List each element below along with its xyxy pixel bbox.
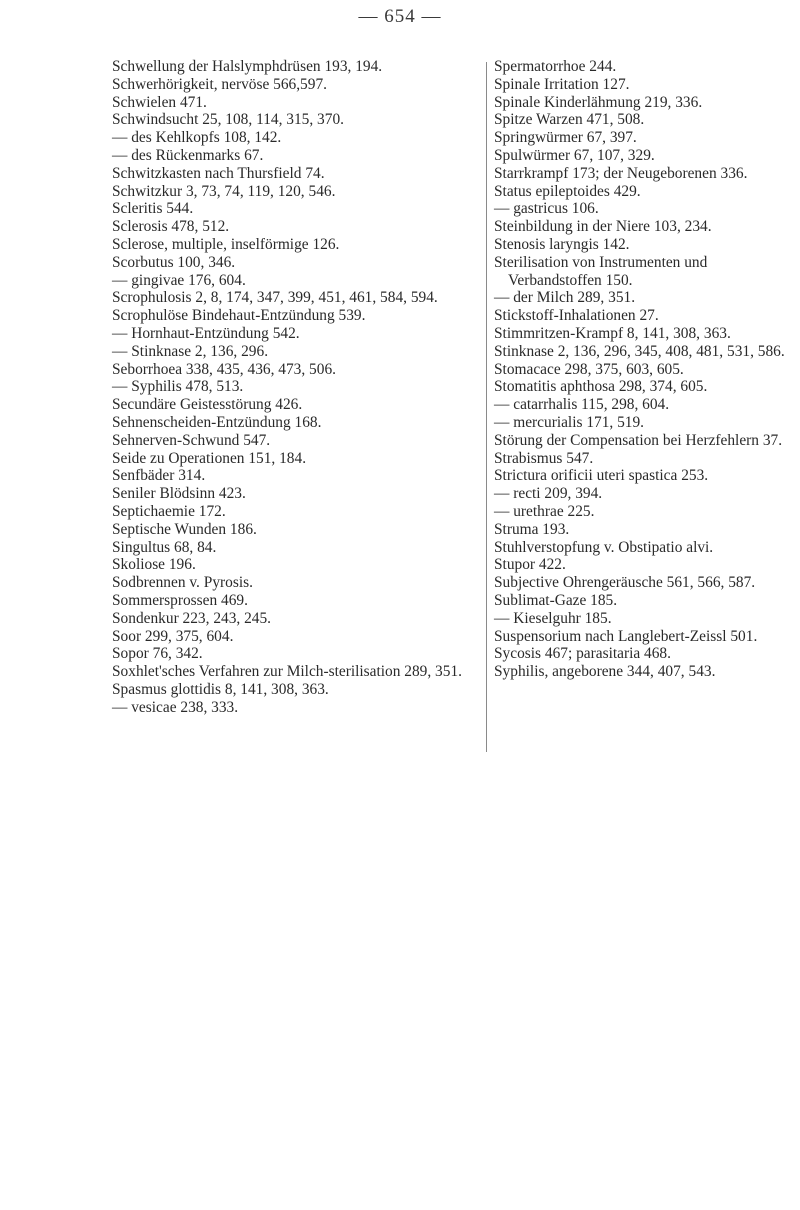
index-entry: — des Rückenmarks 67. xyxy=(112,146,264,164)
index-entry: Spermatorrhoe 244. xyxy=(494,58,617,75)
index-entry: — Kieselguhr 185. xyxy=(494,609,612,627)
index-entry: Stupor 422. xyxy=(494,556,566,574)
index-entry: Stickstoff-Inhalationen 27. xyxy=(494,307,659,325)
column-divider xyxy=(486,62,487,752)
index-entry: — mercurialis 171, 519. xyxy=(494,413,645,431)
index-entry: Sommersprossen 469. xyxy=(112,591,248,609)
index-entry: Schwindsucht 25, 108, 114, 315, 370. xyxy=(112,111,344,129)
index-entry: Scleritis 544. xyxy=(112,200,194,218)
index-entry: Seide zu Operationen 151, 184. xyxy=(112,449,307,467)
index-entry: Schwitzkasten nach Thursfield 74. xyxy=(112,164,325,182)
index-column-right xyxy=(494,58,794,681)
index-entry: Status epileptoides 429. xyxy=(494,182,641,200)
index-entry: Schwitzkur 3, 73, 74, 119, 120, 546. xyxy=(112,182,336,200)
index-entry: — gastricus 106. xyxy=(494,200,599,218)
index-entry: Schwerhörigkeit, nervöse 566,597. xyxy=(112,75,327,93)
index-entry: Starrkrampf 173; der Neugeborenen 336. xyxy=(494,164,748,182)
index-entry: Stomatitis aphthosa 298, 374, 605. xyxy=(494,378,708,396)
index-entry: Sondenkur 223, 243, 245. xyxy=(112,609,272,627)
index-entry: Septische Wunden 186. xyxy=(112,520,257,538)
index-entry: Seborrhoea 338, 435, 436, 473, 506. xyxy=(112,360,336,378)
index-entry: Sterilisation von Instrumenten und Verbandstoffen 150. xyxy=(494,253,708,289)
index-entry: Syphilis, angeborene 344, 407, 543. xyxy=(494,663,716,681)
index-entry: Spitze Warzen 471, 508. xyxy=(494,111,645,129)
index-entry: Scrophulosis 2, 8, 174, 347, 399, 451, 461, 584, 594. xyxy=(112,289,438,307)
index-entry: Struma 193. xyxy=(494,520,570,538)
index-entry: Stenosis laryngis 142. xyxy=(494,235,630,253)
index-entry: Spinale Irritation 127. xyxy=(494,75,630,93)
index-entry: Skoliose 196. xyxy=(112,556,196,574)
index-entry: Singultus 68, 84. xyxy=(112,538,217,556)
index-entry: Secundäre Geistesstörung 426. xyxy=(112,396,303,414)
index-entry: Strabismus 547. xyxy=(494,449,594,467)
index-entry: Steinbildung in der Niere 103, 234. xyxy=(494,218,712,236)
index-entry: Subjective Ohrengeräusche 561, 566, 587. xyxy=(494,574,756,592)
page-number: — 654 — xyxy=(358,6,442,27)
index-entry: — Hornhaut-Entzündung 542. xyxy=(112,324,300,342)
index-entry: Sopor 76, 342. xyxy=(112,645,203,663)
index-entry: Stomacace 298, 375, 603, 605. xyxy=(494,360,684,378)
index-entry: Soor 299, 375, 604. xyxy=(112,627,234,645)
index-entry: — der Milch 289, 351. xyxy=(494,289,636,307)
index-entry: Spulwürmer 67, 107, 329. xyxy=(494,146,655,164)
index-entry: — Stinknase 2, 136, 296. xyxy=(112,342,269,360)
index-entry: — vesicae 238, 333. xyxy=(112,698,239,716)
index-entry: Sublimat-Gaze 185. xyxy=(494,591,618,609)
index-entry: — urethrae 225. xyxy=(494,502,595,520)
index-entry: Sehnenscheiden-Entzündung 168. xyxy=(112,413,322,431)
index-entry: Strictura orificii uteri spastica 253. xyxy=(494,467,709,485)
index-entry: Seniler Blödsinn 423. xyxy=(112,485,246,503)
index-entry: Spinale Kinderlähmung 219, 336. xyxy=(494,93,703,111)
index-entry: — des Kehlkopfs 108, 142. xyxy=(112,129,282,147)
index-entry: Schwellung der Halslymphdrüsen 193, 194. xyxy=(112,58,383,75)
index-entry: Scrophulöse Bindehaut-Entzündung 539. xyxy=(112,307,366,325)
index-entry: — Syphilis 478, 513. xyxy=(112,378,244,396)
index-entry: Springwürmer 67, 397. xyxy=(494,129,637,147)
index-entry: Sclerose, multiple, inselförmige 126. xyxy=(112,235,340,253)
index-entry: Sclerosis 478, 512. xyxy=(112,218,230,236)
index-entry: Soxhlet'sches Verfahren zur Milch-sterilisation 289, 351. xyxy=(112,663,462,681)
index-entry: — catarrhalis 115, 298, 604. xyxy=(494,396,670,414)
index-entry: Störung der Compensation bei Herzfehlern 37. xyxy=(494,431,783,449)
index-entry: Stimmritzen-Krampf 8, 141, 308, 363. xyxy=(494,324,731,342)
index-entry: Schwielen 471. xyxy=(112,93,207,111)
index-entry: Senfbäder 314. xyxy=(112,467,206,485)
index-entry: Stinknase 2, 136, 296, 345, 408, 481, 531, 586. xyxy=(494,342,785,360)
index-entry: Suspensorium nach Langlebert-Zeissl 501. xyxy=(494,627,758,645)
index-entry: Septichaemie 172. xyxy=(112,502,226,520)
index-entry: — recti 209, 394. xyxy=(494,485,603,503)
index-entry: Stuhlverstopfung v. Obstipatio alvi. xyxy=(494,538,714,556)
index-entry: Sehnerven-Schwund 547. xyxy=(112,431,271,449)
index-column-left xyxy=(112,58,472,716)
index-entry: Spasmus glottidis 8, 141, 308, 363. xyxy=(112,680,329,698)
index-entry: Scorbutus 100, 346. xyxy=(112,253,236,271)
index-entry: Sycosis 467; parasitaria 468. xyxy=(494,645,671,663)
index-entry: Sodbrennen v. Pyrosis. xyxy=(112,574,253,592)
index-entry: — gingivae 176, 604. xyxy=(112,271,246,289)
